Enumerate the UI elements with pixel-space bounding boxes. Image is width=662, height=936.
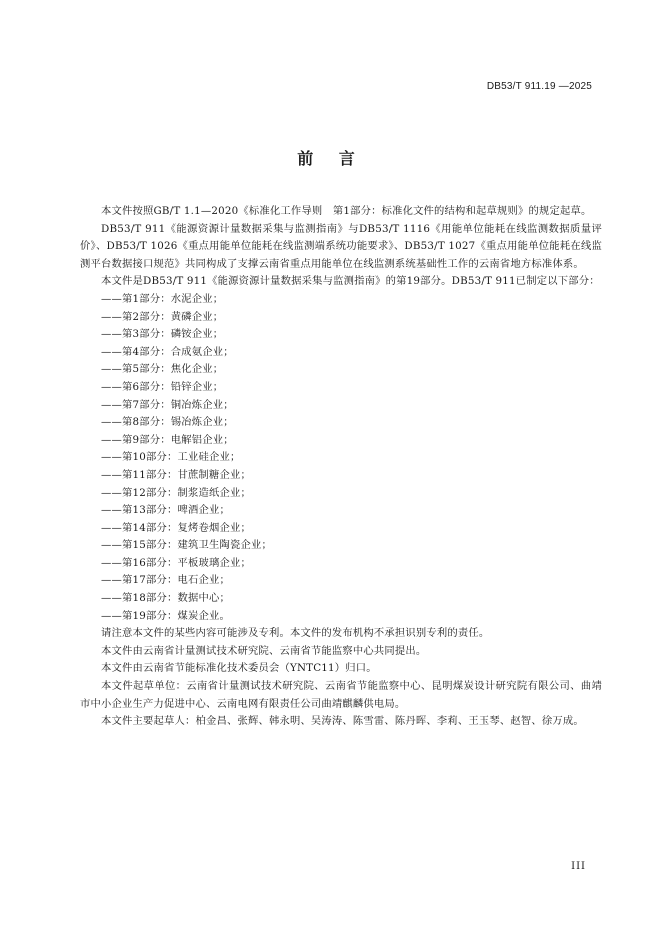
- list-item: ——第5部分：焦化企业；: [101, 363, 224, 376]
- list-item: ——第13部分：啤酒企业；: [101, 504, 230, 517]
- page-number: III: [571, 861, 586, 872]
- list-item: ——第10部分：工业硅企业；: [101, 451, 241, 464]
- list-item: ——第17部分：电石企业；: [101, 574, 230, 587]
- list-item: ——第7部分：铜冶炼企业；: [101, 398, 234, 411]
- paragraph-part-intro: 本文件是DB53/T 911《能源资源计量数据采集与监测指南》的第19部分。DB53/T 911已制定以下部分：: [101, 275, 600, 288]
- paragraph-proposer: 本文件由云南省计量测试技术研究院、云南省节能监察中心共同提出。: [101, 644, 427, 657]
- document-id: DB53/T 911.19 —2025: [486, 81, 592, 92]
- paragraph-drafting-rules: 本文件按照GB/T 1.1—2020《标准化工作导则 第1部分：标准化文件的结构和起草规则》的规定起草。: [101, 205, 592, 217]
- list-item: ——第14部分：复烤卷烟企业；: [101, 521, 251, 534]
- list-item: ——第19部分：煤炭企业。: [101, 609, 230, 622]
- list-item: ——第15部分：建筑卫生陶瓷企业；: [101, 539, 272, 552]
- paragraph-patent-notice: 请注意本文件的某些内容可能涉及专利。本文件的发布机构不承担识别专利的责任。: [101, 627, 490, 640]
- list-item: ——第16部分：平板玻璃企业；: [101, 556, 251, 569]
- paragraph-drafting-units: 本文件起草单位：云南省计量测试技术研究院、云南省节能监察中心、昆明煤炭设计研究院有限公司、曲靖市中小企业生产力促进中心、云南电网有限责任公司曲靖麒麟供电局。: [80, 680, 602, 710]
- list-item: ——第11部分：甘蔗制糖企业；: [101, 468, 251, 481]
- list-item: ——第9部分：电解铝企业；: [101, 433, 234, 446]
- list-item: ——第2部分：黄磷企业；: [101, 310, 224, 323]
- list-item: ——第18部分：数据中心；: [101, 592, 230, 605]
- list-item: ——第4部分：合成氨企业；: [101, 345, 234, 358]
- paragraph-responsible-committee: 本文件由云南省节能标准化技术委员会（YNTC11）归口。: [101, 662, 377, 675]
- page-title: 前 言: [297, 149, 365, 168]
- paragraph-standard-system: DB53/T 911《能源资源计量数据采集与监测指南》与DB53/T 1116《用能单位能耗在线监测数据质量评价》、DB53/T 1026《重点用能单位能耗在线监测端系统功能要求》、DB53/T 1027《重点用能单位能耗在线监测平台数据接口规范》共同构成了支撑云南省重点用能单位在线监测系统基础性工作的云南省地方标准体系。: [80, 222, 602, 270]
- list-item: ——第1部分：水泥企业；: [101, 292, 224, 305]
- list-item: ——第8部分：锡冶炼企业；: [101, 416, 234, 429]
- list-item: ——第6部分：铅锌企业；: [101, 380, 224, 393]
- paragraph-drafters: 本文件主要起草人：柏金昌、张辉、韩永明、吴涛涛、陈雪雷、陈丹晖、李莉、王玉琴、赵智、徐万成。: [101, 715, 584, 728]
- parts-list: [80, 291, 602, 625]
- foreword-body: [80, 203, 602, 731]
- list-item: ——第12部分：制浆造纸企业；: [101, 486, 251, 499]
- list-item: ——第3部分：磷铵企业；: [101, 328, 224, 341]
